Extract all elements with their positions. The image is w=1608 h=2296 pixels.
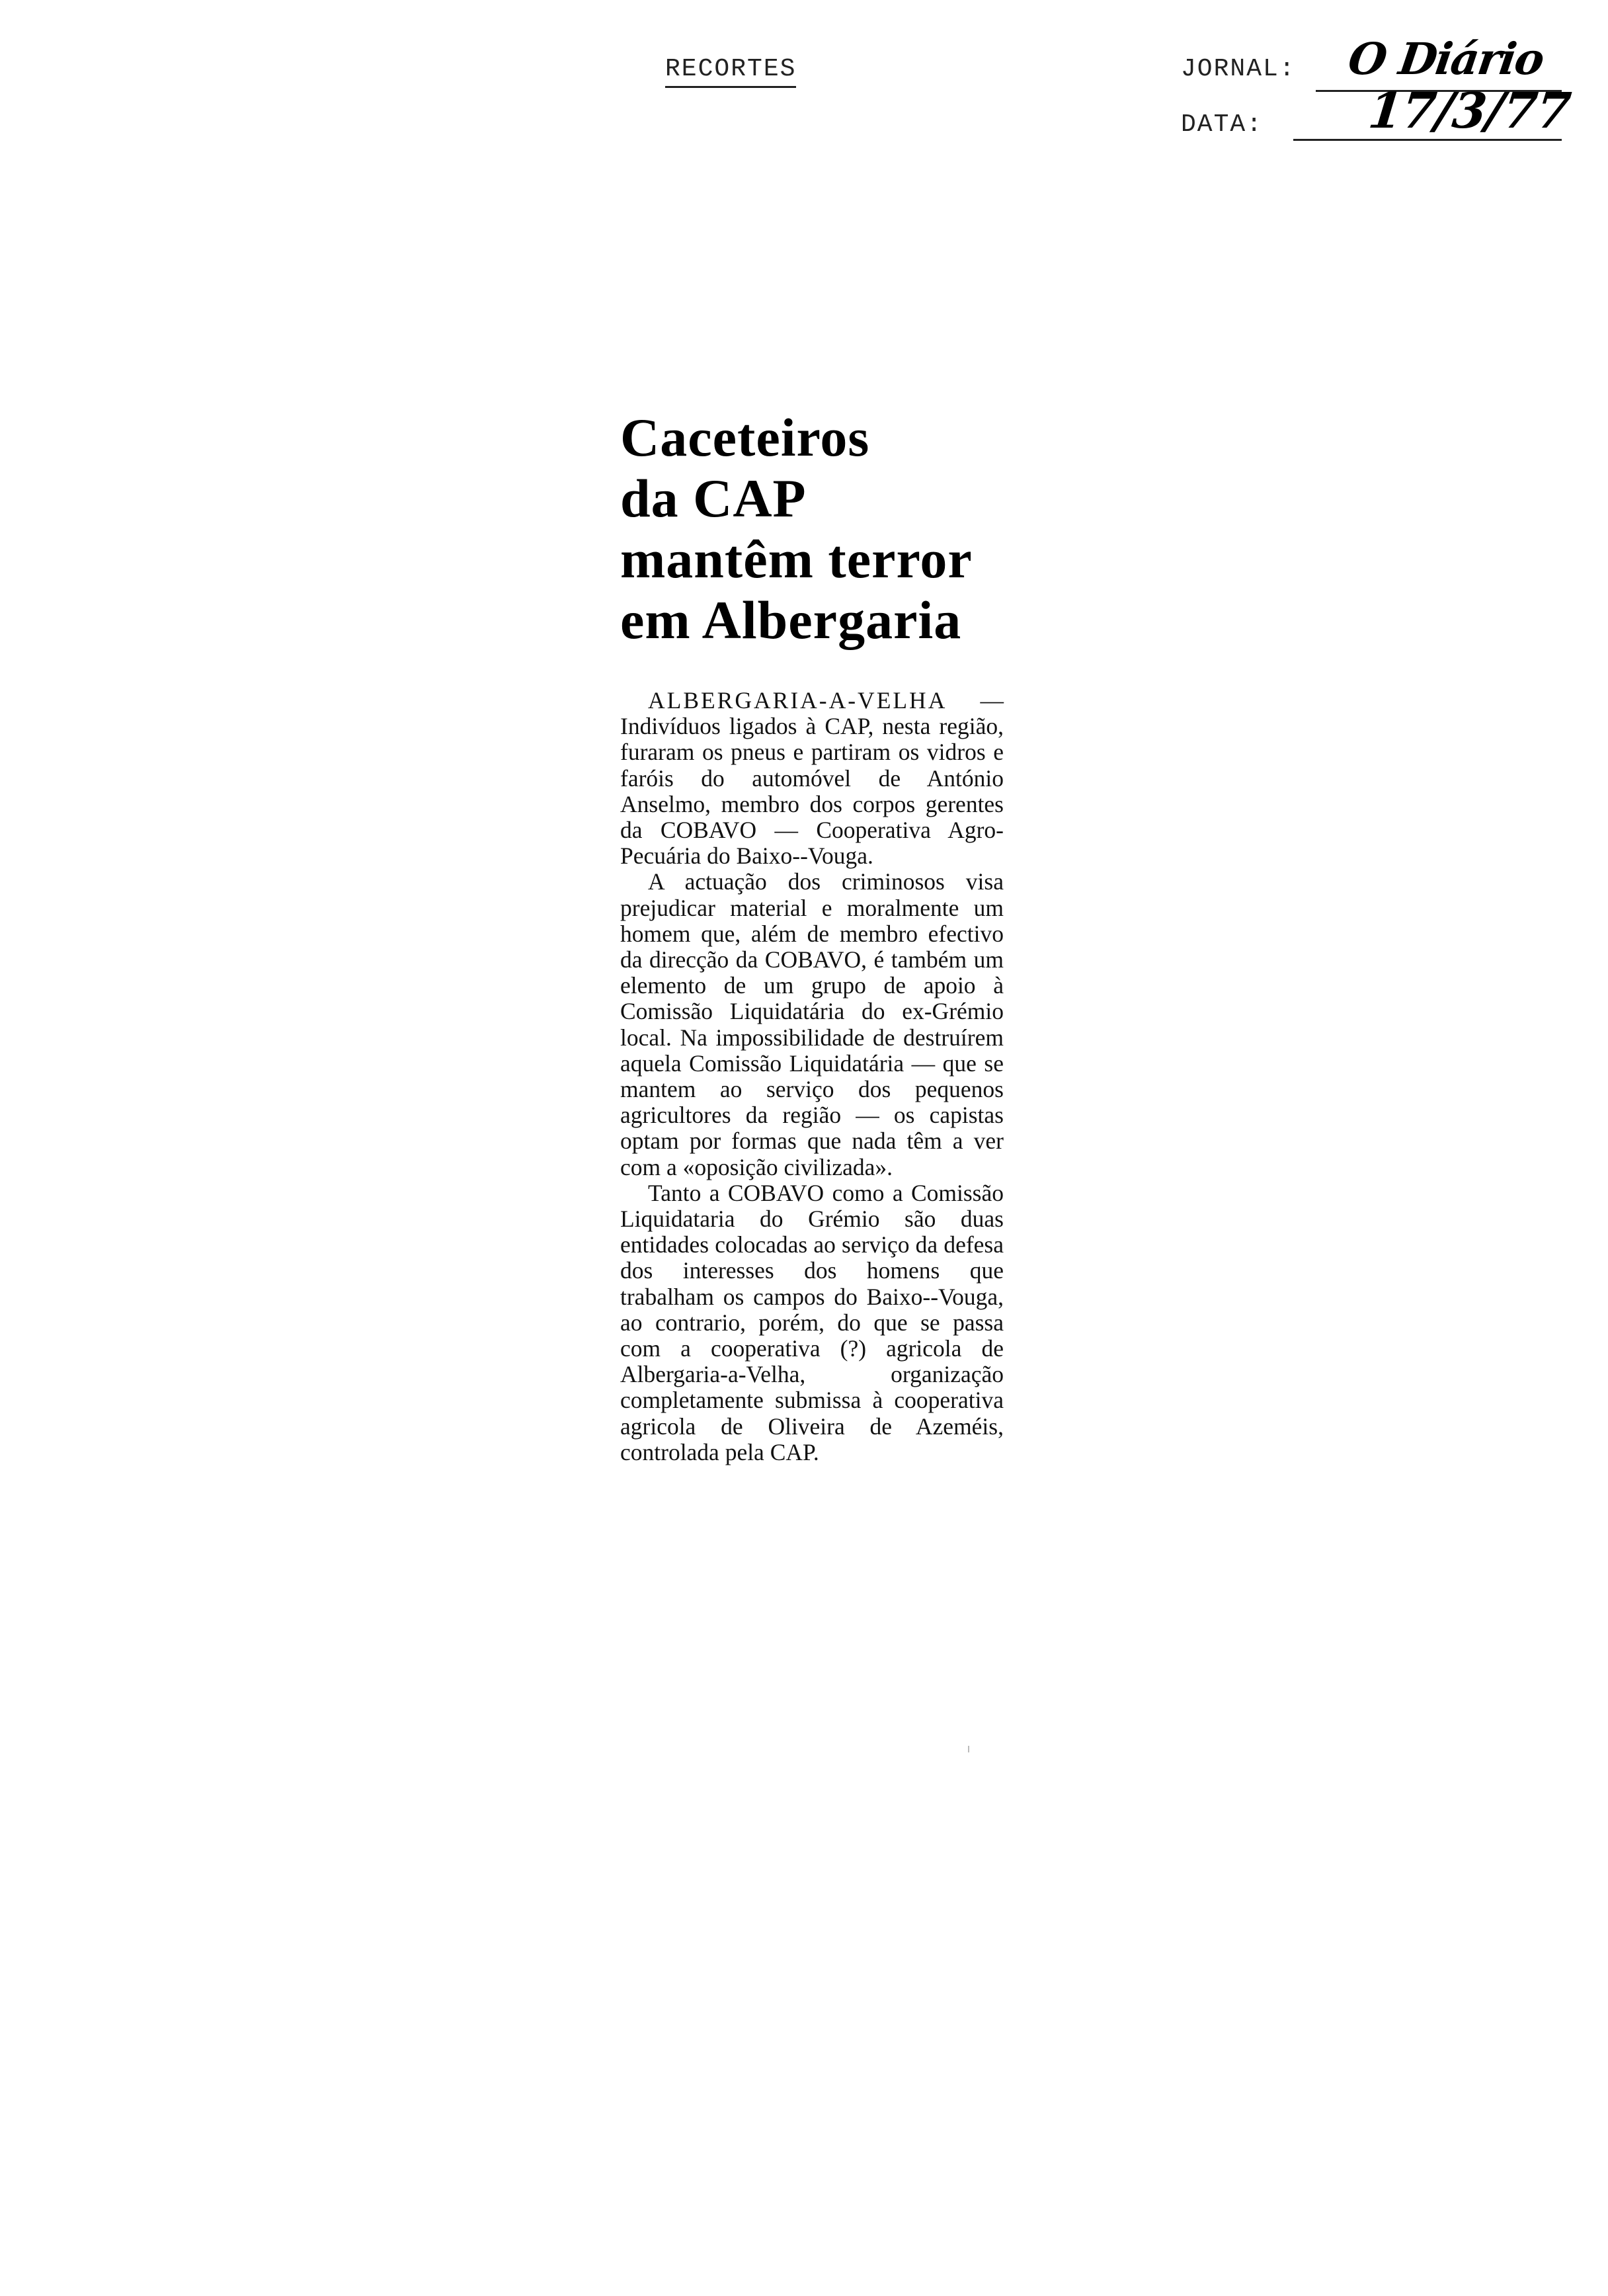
article-body (620, 688, 1004, 1465)
article-paragraph-1-text: — Indivíduos ligados à CAP, nesta região, furaram os pneus e partiram os vidros e faróis do automóvel de António Anselmo, membro dos corpos gerentes da COBAVO — Cooperativa Agro-Pecuária do Baixo--Vouga. (620, 687, 1004, 870)
newspaper-clipping (620, 407, 1004, 1465)
article-paragraph-3: Tanto a COBAVO como a Comissão Liquidataria do Grémio são duas entidades colocadas ao serviço da defesa dos interesses dos homens que trabalham os campos do Baixo--Vouga, ao contrario, porém, do que se passa com a cooperativa (?) agricola de Albergaria-a-Velha, organização completamente submissa à cooperativa agricola de Oliveira de Azeméis, controlada pela CAP. (620, 1179, 1004, 1465)
article-headline: Caceteiros da CAP mantêm terror em Albergaria (620, 407, 973, 650)
scan-speck (968, 1746, 969, 1752)
data-handwritten-value: 17/3/77 (1365, 83, 1574, 140)
data-label: DATA: (1181, 110, 1264, 139)
jornal-handwritten-value: O Diário (1345, 33, 1547, 85)
article-paragraph-1 (620, 688, 1004, 869)
section-label: RECORTES (665, 56, 796, 88)
jornal-label: JORNAL: (1181, 55, 1296, 83)
article-paragraph-2: A actuação dos criminosos visa prejudicar material e moralmente um homem que, além de membro efectivo da direcção da COBAVO, é também um elemento de um grupo de apoio à Comissão Liquidatária do ex-Grémio local. Na impossibilidade de destruírem aquela Comissão Liquidatária — que se mantem ao serviço dos pequenos agricultores da região — os capistas optam por formas que nada têm a ver com a «oposição civilizada». (620, 868, 1004, 1180)
article-dateline: ALBERGARIA-A-VELHA (648, 687, 947, 714)
